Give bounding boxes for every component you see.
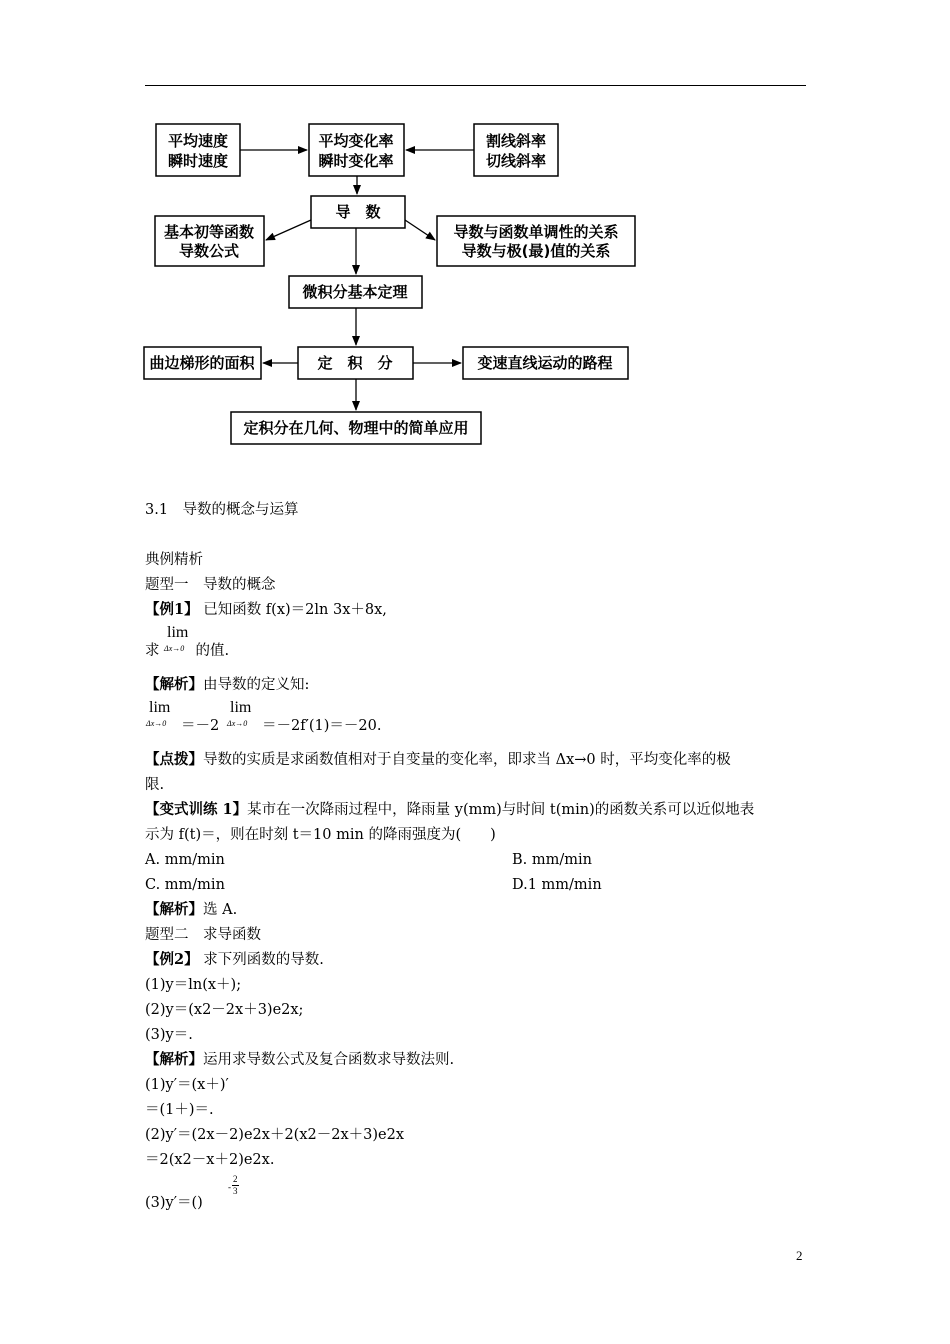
variant1-text1: 某市在一次降雨过程中，降雨量 y(mm)与时间 t(min)的函数关系可以近似地表 bbox=[247, 802, 755, 818]
label-basic-2: 导数公式 bbox=[178, 242, 240, 260]
solution1-eq2: ＝－2f′(1)＝－20. bbox=[262, 718, 382, 734]
example2-q3: (3)y＝. bbox=[145, 1027, 193, 1043]
limit-sol1-b: lim bbox=[230, 699, 252, 716]
arrow-derivative-to-basic bbox=[266, 220, 311, 240]
limit-sol1-a-sub: Δx→0 bbox=[146, 719, 167, 728]
label-applications: 定积分在几何、物理中的简单应用 bbox=[243, 419, 469, 437]
example2 bbox=[145, 950, 324, 970]
label-derivative: 导 数 bbox=[335, 203, 381, 221]
limit-sol1-b-sub: Δx→0 bbox=[227, 719, 248, 728]
exponent-numerator: 2 bbox=[233, 1174, 238, 1184]
answer2-line1: (2)y′＝(2x－2)e2x＋2(x2－2x＋3)e2x bbox=[145, 1127, 405, 1143]
tip-line1 bbox=[145, 750, 731, 770]
example2-label: 【例2】 bbox=[145, 951, 199, 968]
solution3 bbox=[145, 1050, 454, 1070]
label-basic-1: 基本初等函数 bbox=[163, 223, 255, 241]
example2-text: 求下列函数的导数. bbox=[203, 952, 324, 968]
answer3-line1: (3)y′＝() bbox=[145, 1195, 203, 1211]
limit-sol1-a: lim bbox=[149, 699, 171, 716]
label-secant-1: 割线斜率 bbox=[485, 132, 547, 150]
ask-suffix: 的值. bbox=[195, 643, 230, 659]
tip-label: 【点拨】 bbox=[145, 751, 203, 768]
variant1-label: 【变式训练 1】 bbox=[145, 801, 248, 818]
type2-heading: 题型二 求导函数 bbox=[145, 927, 261, 943]
example1 bbox=[145, 600, 387, 620]
solution2-text: 选 A. bbox=[203, 902, 238, 918]
label-avg-speed-2: 瞬时速度 bbox=[167, 152, 229, 170]
examples-heading: 典例精析 bbox=[145, 552, 203, 568]
answer2-line2: ＝2(x2－x＋2)e2x. bbox=[145, 1152, 275, 1168]
solution2 bbox=[145, 900, 237, 920]
example1-label: 【例1】 bbox=[145, 601, 199, 618]
example2-q2: (2)y＝(x2－2x＋3)e2x; bbox=[145, 1002, 304, 1018]
solution3-text: 运用求导数公式及复合函数求导数法则. bbox=[203, 1052, 455, 1068]
option-c: C. mm/min bbox=[145, 877, 225, 893]
exponent-denominator: 3 bbox=[233, 1186, 238, 1196]
example1-text: 已知函数 f(x)＝2ln 3x＋8x, bbox=[203, 602, 387, 618]
type1-heading: 题型一 导数的概念 bbox=[145, 577, 276, 593]
label-theorem: 微积分基本定理 bbox=[302, 283, 408, 301]
solution1-eq1: ＝－2 bbox=[181, 718, 220, 734]
solution1-label: 【解析】 bbox=[145, 676, 203, 693]
exponent-sign: - bbox=[228, 1182, 231, 1192]
label-avg-rate-2: 瞬时变化率 bbox=[318, 152, 394, 170]
solution1 bbox=[145, 675, 309, 695]
label-secant-2: 切线斜率 bbox=[485, 152, 547, 170]
tip-text1: 导数的实质是求函数值相对于自变量的变化率，即求当 Δx→0 时，平均变化率的极 bbox=[203, 752, 731, 768]
variant1-line1 bbox=[145, 800, 754, 820]
label-monotonic-2: 导数与极(最)值的关系 bbox=[461, 242, 611, 260]
option-b: B. mm/min bbox=[512, 852, 592, 868]
solution2-label: 【解析】 bbox=[145, 901, 203, 918]
solution3-label: 【解析】 bbox=[145, 1051, 203, 1068]
answer1-line1: (1)y′＝(x＋)′ bbox=[145, 1077, 229, 1093]
option-d: D.1 mm/min bbox=[512, 877, 602, 893]
answer1-line2: ＝(1＋)＝. bbox=[145, 1102, 214, 1118]
variant1-line2: 示为 f(t)＝，则在时刻 t＝10 min 的降雨强度为( ) bbox=[145, 827, 496, 843]
label-monotonic-1: 导数与函数单调性的关系 bbox=[453, 223, 619, 241]
limit-ex1-sub: Δx→0 bbox=[164, 644, 185, 653]
label-variable-speed: 变速直线运动的路程 bbox=[477, 354, 613, 372]
label-curved-area: 曲边梯形的面积 bbox=[149, 354, 255, 372]
tip-line2: 限. bbox=[145, 777, 165, 793]
example2-q1: (1)y＝ln(x＋); bbox=[145, 977, 242, 993]
section-title: 3.1 导数的概念与运算 bbox=[145, 502, 299, 518]
concept-diagram bbox=[0, 0, 950, 460]
label-integral: 定 积 分 bbox=[317, 354, 393, 372]
ask-prefix: 求 bbox=[145, 643, 160, 659]
example1-ask bbox=[145, 641, 229, 661]
label-avg-speed-1: 平均速度 bbox=[167, 132, 229, 150]
page-number: 2 bbox=[796, 1248, 803, 1263]
option-a: A. mm/min bbox=[145, 852, 225, 868]
limit-ex1: lim bbox=[167, 624, 189, 641]
solution1-text: 由导数的定义知: bbox=[203, 677, 310, 693]
label-avg-rate-1: 平均变化率 bbox=[318, 132, 394, 150]
arrow-derivative-to-monotonic bbox=[405, 220, 435, 240]
